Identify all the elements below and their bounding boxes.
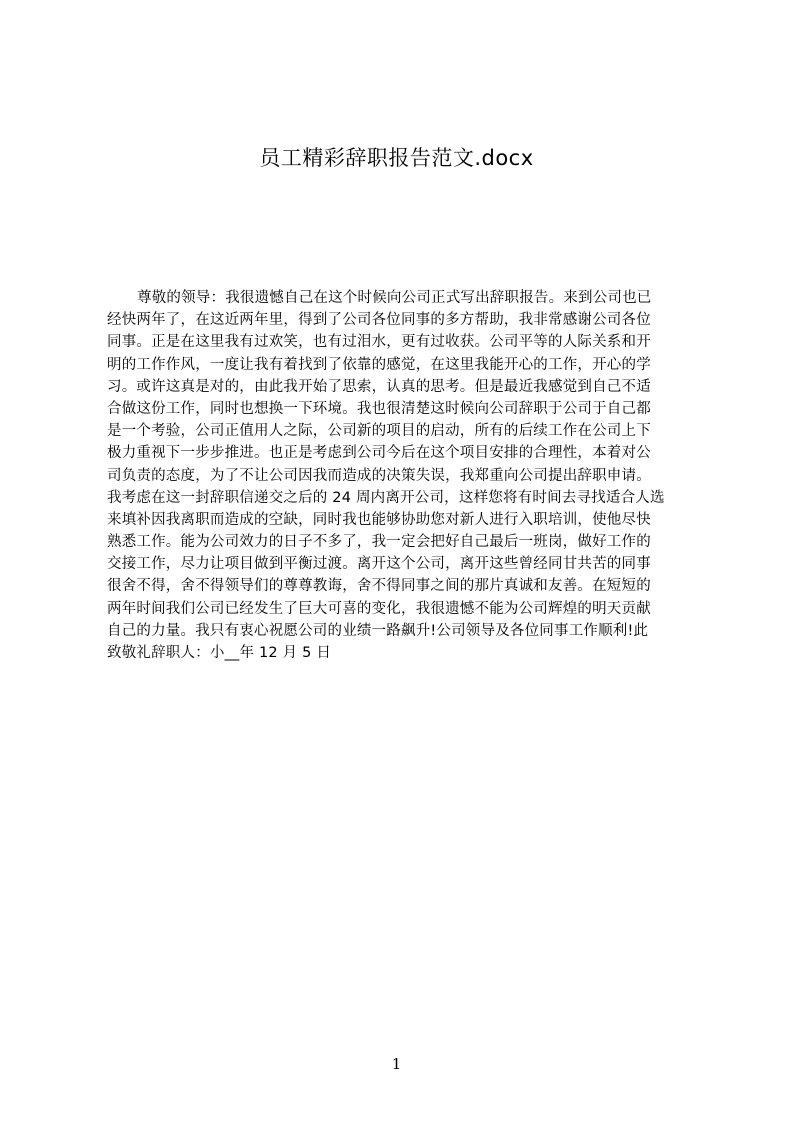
body-line: 合做这份工作，同时也想换一下环境。我也很清楚这时候向公司辞职于公司于自己都 (107, 400, 651, 417)
page-number: 1 (391, 1055, 402, 1073)
body-line: 是一个考验，公司正值用人之际，公司新的项目的启动，所有的后续工作在公司上下 (107, 423, 651, 440)
body-line: 尊敬的领导：我很遗憾自己在这个时候向公司正式写出辞职报告。来到公司也已 (137, 290, 652, 306)
body-line: 致敬礼辞职人：小__年 12 月 5 日 (107, 645, 332, 661)
document-title: 员工精彩辞职报告范文.docx (259, 146, 534, 170)
body-line: 来填补因我离职而造成的空缺，同时我也能够协助您对新人进行入职培训，使他尽快 (107, 511, 651, 528)
body-line: 熟悉工作。能为公司效力的日子不多了，我一定会把好自己最后一班岗，做好工作的 (107, 534, 651, 551)
body-line: 明的工作作风，一度让我有着找到了依靠的感觉，在这里我能开心的工作，开心的学 (107, 356, 651, 373)
body-line: 极力重视下一步步推进。也正是考虑到公司今后在这个项目安排的合理性，本着对公 (107, 445, 651, 462)
body-line: 经快两年了，在这近两年里，得到了公司各位同事的多方帮助，我非常感谢公司各位 (107, 312, 651, 329)
body-line: 自己的力量。我只有衷心祝愿公司的业绩一路飙升!公司领导及各位同事工作顺利!此 (107, 622, 649, 639)
body-line: 很舍不得，舍不得领导们的尊尊教诲，舍不得同事之间的那片真诚和友善。在短短的 (107, 578, 651, 595)
document-body (107, 287, 698, 664)
body-line: 两年时间我们公司已经发生了巨大可喜的变化，我很遗憾不能为公司辉煌的明天贡献 (107, 600, 651, 617)
body-line: 习。或许这真是对的，由此我开始了思索，认真的思考。但是最近我感觉到自己不适 (107, 378, 651, 395)
body-line: 我考虑在这一封辞职信递交之后的 24 周内离开公司，这样您将有时间去寻找适合人选 (107, 489, 665, 506)
body-line: 司负责的态度，为了不让公司因我而造成的决策失误，我郑重向公司提出辞职申请。 (107, 467, 651, 484)
body-line: 交接工作，尽力让项目做到平衡过渡。离开这个公司，离开这些曾经同甘共苦的同事 (107, 556, 651, 573)
body-line: 同事。正是在这里我有过欢笑，也有过泪水，更有过收获。公司平等的人际关系和开 (107, 334, 651, 351)
